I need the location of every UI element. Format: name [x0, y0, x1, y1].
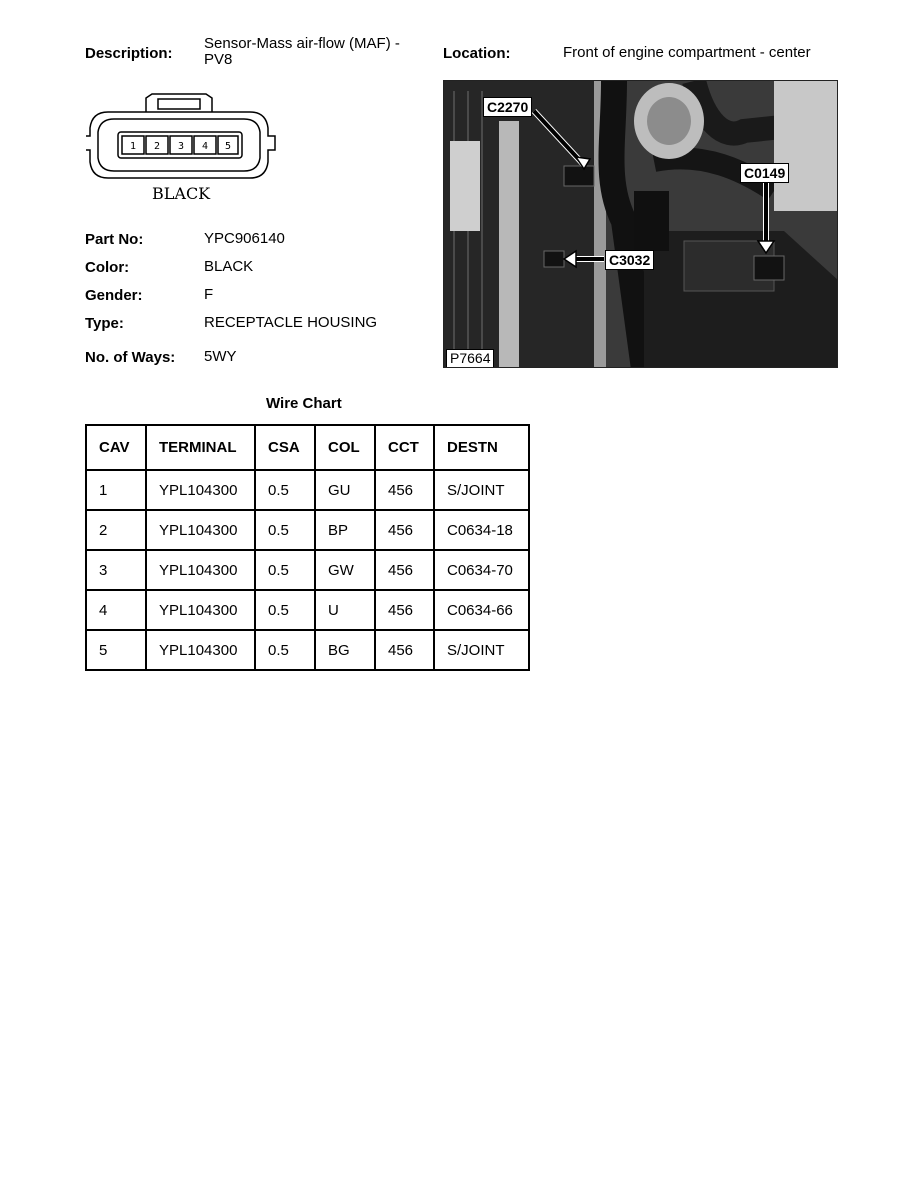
- cell-cct: 456: [375, 590, 434, 630]
- cell-col: BG: [315, 630, 375, 670]
- table-row: [86, 590, 529, 630]
- wire-chart-title: Wire Chart: [266, 395, 342, 412]
- ways-label: No. of Ways:: [85, 349, 176, 366]
- svg-text:5: 5: [225, 141, 232, 152]
- cell-col: BP: [315, 510, 375, 550]
- table-row: [86, 630, 529, 670]
- column-header-cav: CAV: [86, 425, 146, 470]
- column-header-csa: CSA: [255, 425, 315, 470]
- color-value: BLACK: [204, 258, 254, 275]
- cell-destn: C0634-66: [434, 590, 529, 630]
- svg-text:1: 1: [130, 141, 137, 152]
- callout-c2270: C2270: [483, 97, 532, 117]
- color-label: Color:: [85, 259, 130, 276]
- connector-color-label: BLACK: [152, 184, 211, 203]
- column-header-terminal: TERMINAL: [146, 425, 255, 470]
- cell-csa: 0.5: [255, 470, 315, 510]
- svg-text:3: 3: [178, 141, 185, 152]
- callout-c0149: C0149: [740, 163, 789, 183]
- cell-col: GU: [315, 470, 375, 510]
- part-no-label: Part No:: [85, 231, 144, 248]
- cell-terminal: YPL104300: [146, 630, 255, 670]
- table-row: [86, 550, 529, 590]
- cell-terminal: YPL104300: [146, 470, 255, 510]
- column-header-cct: CCT: [375, 425, 434, 470]
- cell-csa: 0.5: [255, 590, 315, 630]
- cell-col: GW: [315, 550, 375, 590]
- location-label: Location:: [443, 45, 511, 62]
- column-header-destn: DESTN: [434, 425, 529, 470]
- cell-terminal: YPL104300: [146, 590, 255, 630]
- cell-cav: 3: [86, 550, 146, 590]
- column-header-col: COL: [315, 425, 375, 470]
- cell-col: U: [315, 590, 375, 630]
- cell-destn: S/JOINT: [434, 470, 529, 510]
- ways-value: 5WY: [204, 348, 237, 365]
- photo-id-label: P7664: [446, 349, 494, 368]
- cell-csa: 0.5: [255, 510, 315, 550]
- cell-cct: 456: [375, 510, 434, 550]
- svg-text:2: 2: [154, 141, 161, 152]
- location-value: Front of engine compartment - center: [563, 44, 811, 61]
- svg-text:4: 4: [202, 141, 209, 152]
- description-value: [204, 36, 400, 68]
- part-no-value: YPC906140: [204, 230, 285, 247]
- cell-csa: 0.5: [255, 550, 315, 590]
- cell-terminal: YPL104300: [146, 510, 255, 550]
- cell-csa: 0.5: [255, 630, 315, 670]
- table-header-row: [86, 425, 529, 470]
- location-photo: [443, 80, 838, 368]
- description-value-line2: PV8: [204, 51, 233, 68]
- cell-destn: C0634-18: [434, 510, 529, 550]
- cell-cav: 4: [86, 590, 146, 630]
- table-row: [86, 470, 529, 510]
- table-row: [86, 510, 529, 550]
- engine-bay-illustration: [444, 81, 838, 368]
- connector-face-drawing: [86, 92, 282, 210]
- cell-cct: 456: [375, 550, 434, 590]
- cell-destn: S/JOINT: [434, 630, 529, 670]
- gender-value: F: [204, 286, 214, 303]
- cell-terminal: YPL104300: [146, 550, 255, 590]
- type-label: Type:: [85, 315, 124, 332]
- cell-destn: C0634-70: [434, 550, 529, 590]
- cell-cct: 456: [375, 630, 434, 670]
- gender-label: Gender:: [85, 287, 143, 304]
- type-value: RECEPTACLE HOUSING: [204, 314, 378, 331]
- cell-cav: 1: [86, 470, 146, 510]
- description-label: Description:: [85, 45, 173, 62]
- callout-c3032: C3032: [605, 250, 654, 270]
- cell-cav: 2: [86, 510, 146, 550]
- cell-cct: 456: [375, 470, 434, 510]
- cell-cav: 5: [86, 630, 146, 670]
- wire-chart-table: [85, 424, 530, 671]
- description-value-line1: Sensor-Mass air-flow (MAF) -: [204, 35, 400, 52]
